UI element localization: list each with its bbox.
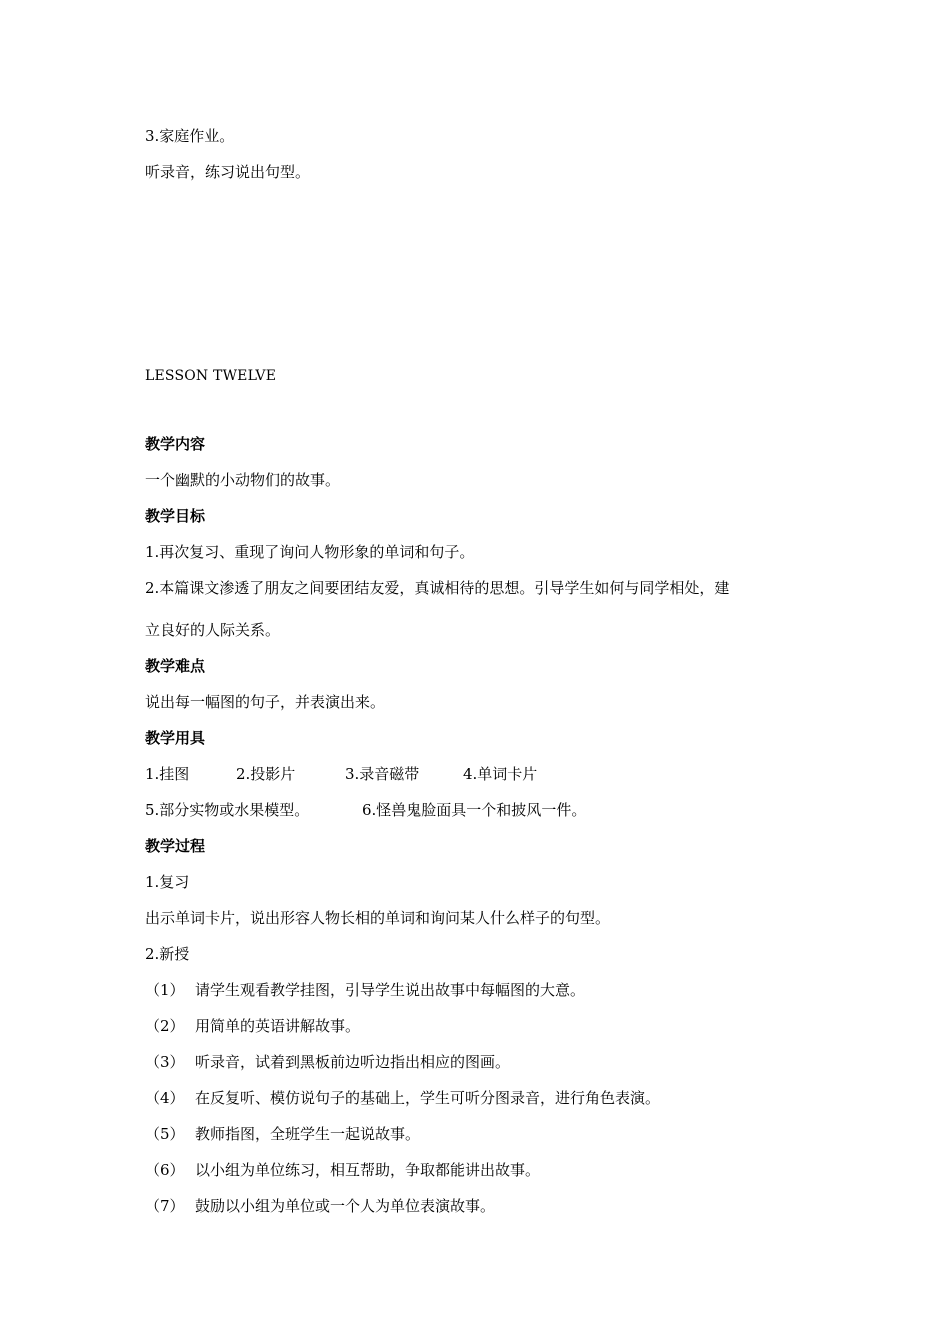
step-text: 以小组为单位练习，相互帮助，争取都能讲出故事。 bbox=[195, 1161, 541, 1179]
review-text: 出示单词卡片，说出形容人物长相的单词和询问某人什么样子的句型。 bbox=[145, 909, 611, 927]
process-step bbox=[145, 1088, 660, 1108]
step-text: 请学生观看教学挂图，引导学生说出故事中每幅图的大意。 bbox=[195, 981, 586, 999]
process-step bbox=[145, 1196, 495, 1216]
step-text: 在反复听、模仿说句子的基础上，学生可听分图录音，进行角色表演。 bbox=[195, 1089, 661, 1107]
homework-heading: 3.家庭作业。 bbox=[145, 127, 235, 145]
review-heading: 1.复习 bbox=[145, 873, 190, 891]
step-number: （7） bbox=[145, 1197, 185, 1215]
step-number: （6） bbox=[145, 1161, 185, 1179]
tool-item: 1.挂图 bbox=[145, 765, 190, 783]
process-step bbox=[145, 1016, 360, 1036]
difficulty-heading: 教学难点 bbox=[145, 657, 206, 675]
step-number: （5） bbox=[145, 1125, 185, 1143]
step-text: 鼓励以小组为单位或一个人为单位表演故事。 bbox=[195, 1197, 496, 1215]
content-text: 一个幽默的小动物们的故事。 bbox=[145, 471, 341, 489]
goal-item-2: 2.本篇课文渗透了朋友之间要团结友爱，真诚相待的思想。引导学生如何与同学相处，建 bbox=[145, 579, 730, 597]
step-text: 教师指图，全班学生一起说故事。 bbox=[195, 1125, 421, 1143]
tools-heading: 教学用具 bbox=[145, 729, 206, 747]
tool-item: 3.录音磁带 bbox=[345, 765, 420, 783]
lesson-title: LESSON TWELVE bbox=[145, 368, 277, 384]
step-text: 用简单的英语讲解故事。 bbox=[195, 1017, 361, 1035]
new-heading: 2.新授 bbox=[145, 945, 190, 963]
step-number: （3） bbox=[145, 1053, 185, 1071]
tools-row-2 bbox=[145, 800, 586, 820]
process-step bbox=[145, 1052, 510, 1072]
tools-row-1 bbox=[145, 764, 537, 784]
step-number: （2） bbox=[145, 1017, 185, 1035]
goals-heading: 教学目标 bbox=[145, 507, 206, 525]
tool-item: 5.部分实物或水果模型。 bbox=[145, 801, 310, 819]
tool-item: 2.投影片 bbox=[236, 765, 296, 783]
process-step bbox=[145, 1160, 540, 1180]
goal-item-1: 1.再次复习、重现了询问人物形象的单词和句子。 bbox=[145, 543, 475, 561]
process-heading: 教学过程 bbox=[145, 837, 206, 855]
difficulty-text: 说出每一幅图的句子，并表演出来。 bbox=[145, 693, 386, 711]
step-number: （1） bbox=[145, 981, 185, 999]
content-heading: 教学内容 bbox=[145, 435, 206, 453]
process-step bbox=[145, 980, 585, 1000]
process-step bbox=[145, 1124, 420, 1144]
tool-item: 4.单词卡片 bbox=[463, 765, 538, 783]
step-text: 听录音，试着到黑板前边听边指出相应的图画。 bbox=[195, 1053, 511, 1071]
tool-item: 6.怪兽鬼脸面具一个和披风一件。 bbox=[362, 801, 587, 819]
homework-text: 听录音，练习说出句型。 bbox=[145, 163, 311, 181]
goal-item-2-cont: 立良好的人际关系。 bbox=[145, 621, 281, 639]
step-number: （4） bbox=[145, 1089, 185, 1107]
